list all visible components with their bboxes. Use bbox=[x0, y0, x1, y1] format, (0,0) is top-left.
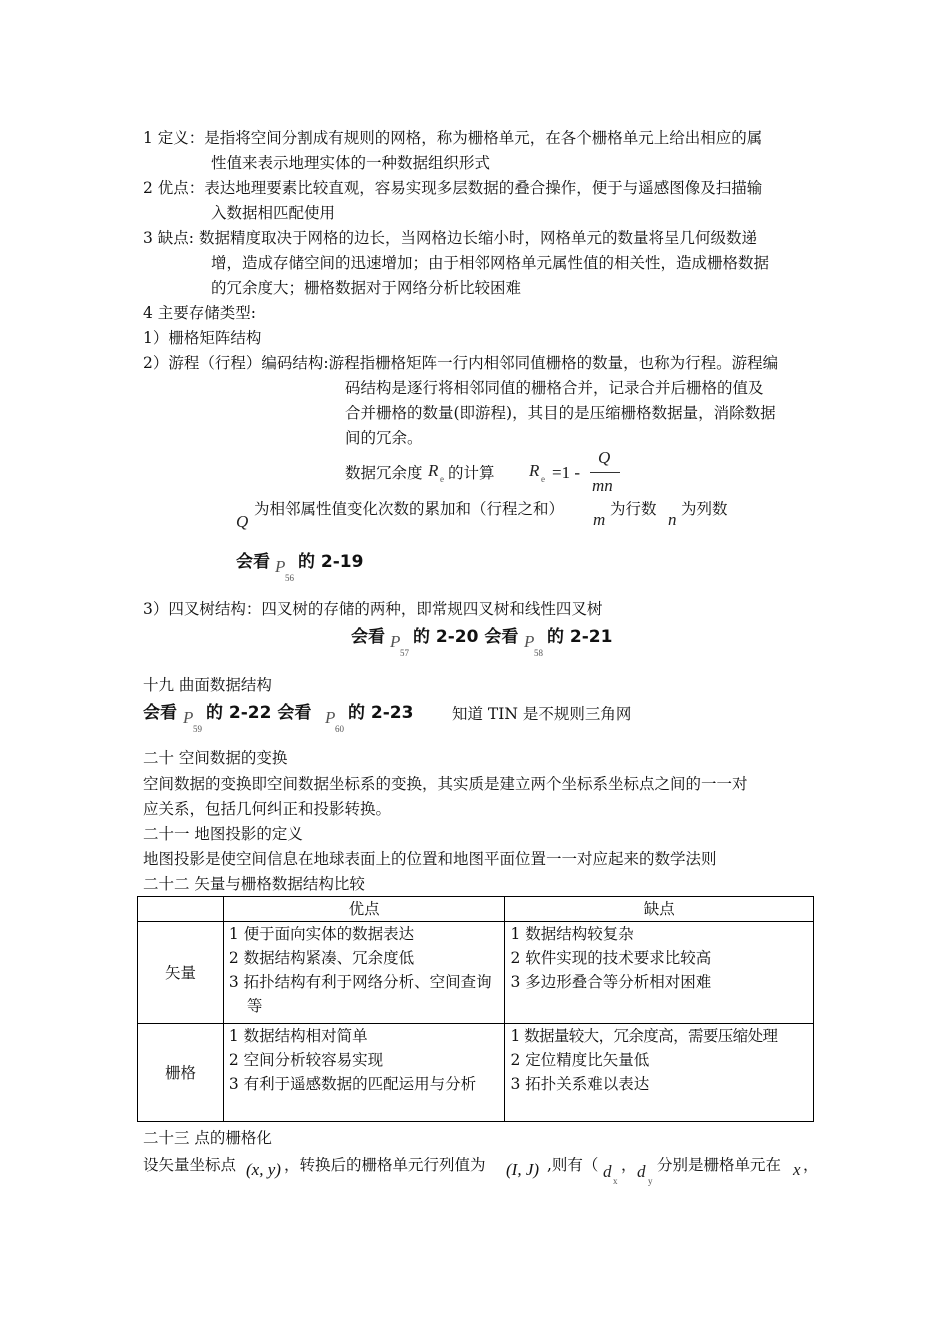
list-item: 1 数据结构较复杂 bbox=[510, 925, 634, 943]
table-corner-cell bbox=[138, 897, 224, 922]
text-segment: ， bbox=[621, 1156, 637, 1174]
formula-numerator: Q bbox=[598, 448, 611, 467]
list-item: 1 数据量较大，冗余度高，需要压缩处理 bbox=[510, 1027, 778, 1045]
text-segment: ，转换后的栅格单元行列值为 bbox=[284, 1156, 486, 1174]
section-20-text-cont: 应关系，包括几何纠正和投影转换。 bbox=[143, 800, 392, 818]
list-item: 2 数据结构紧凑、冗余度低 bbox=[228, 949, 415, 967]
table-row-raster bbox=[138, 1024, 814, 1122]
item-1-definition-cont: 性值来表示地理实体的一种数据组织形式 bbox=[211, 154, 491, 172]
list-item: 3 有利于遥感数据的匹配运用与分析 bbox=[228, 1075, 477, 1093]
page-p-var-2: P bbox=[524, 632, 535, 651]
subitem-1-matrix: 1）栅格矩阵结构 bbox=[143, 329, 262, 347]
vector-pros-cell bbox=[223, 922, 505, 1024]
page-number: 57 bbox=[400, 648, 409, 658]
section-22-heading: 二十二 矢量与栅格数据结构比较 bbox=[143, 875, 365, 893]
n-variable: n bbox=[668, 510, 677, 529]
item-3-disadvantages: 3 缺点: 数据精度取决于网格的边长，当网格边长缩小时，网格单元的数量将呈几何级数递 bbox=[143, 229, 757, 247]
section-23-heading: 二十三 点的栅格化 bbox=[143, 1129, 272, 1147]
list-item: 1 便于面向实体的数据表达 bbox=[228, 925, 415, 943]
item-4-storage-types: 4 主要存储类型: bbox=[143, 304, 257, 322]
section-20-text: 空间数据的变换即空间数据坐标系的变换，其实质是建立两个坐标系坐标点之间的一一对 bbox=[143, 775, 748, 793]
raster-cons-cell bbox=[505, 1024, 814, 1122]
table-header-row bbox=[138, 897, 814, 922]
section-21-heading: 二十一 地图投影的定义 bbox=[143, 825, 303, 843]
formula-r-var: R bbox=[428, 461, 439, 480]
math-dx: d bbox=[603, 1162, 612, 1181]
n-description: 为列数 bbox=[681, 500, 728, 518]
item-1-definition: 1 定义：是指将空间分割成有规则的网格，称为栅格单元，在各个栅格单元上给出相应的属 bbox=[143, 129, 763, 147]
formula-r-sub: e bbox=[440, 474, 444, 484]
subitem-2-cont2: 合并栅格的数量(即游程)，其目的是压缩栅格数据量，消除数据 bbox=[345, 404, 776, 422]
row-label-vector: 矢量 bbox=[138, 922, 224, 1024]
page-number: 56 bbox=[285, 573, 294, 583]
vector-raster-comparison-table bbox=[137, 896, 814, 1122]
math-dx-sub: x bbox=[613, 1176, 618, 1186]
list-item: 3 拓扑结构有利于网络分析、空间查询等 bbox=[228, 973, 492, 1015]
page-number-2: 60 bbox=[335, 724, 344, 734]
item-2-advantages-cont: 入数据相匹配使用 bbox=[211, 204, 336, 222]
page-p-var: P bbox=[275, 557, 286, 576]
figure-ref-2: 的 2-21 bbox=[547, 627, 613, 647]
q-description: 为相邻属性值变化次数的累加和（行程之和） bbox=[254, 500, 565, 518]
table-row-vector bbox=[138, 922, 814, 1024]
header-cons: 缺点 bbox=[505, 897, 814, 922]
m-variable: m bbox=[593, 510, 606, 529]
page-number-2: 58 bbox=[534, 648, 543, 658]
subitem-2-cont3: 间的冗余。 bbox=[345, 429, 423, 447]
text-segment: 分别是栅格单元在 bbox=[657, 1156, 782, 1174]
item-3-disadvantages-cont: 增，造成存储空间的迅速增加；由于相邻网格单元属性值的相关性，造成栅格数据 bbox=[211, 254, 770, 272]
list-item: 3 拓扑关系难以表达 bbox=[510, 1075, 650, 1093]
item-3-disadvantages-cont2: 的冗余度大；栅格数据对于网络分析比较困难 bbox=[211, 279, 522, 297]
page-p-var-2: P bbox=[325, 708, 336, 727]
text-segment: 设矢量坐标点 bbox=[143, 1156, 237, 1174]
list-item: 1 数据结构相对简单 bbox=[228, 1027, 368, 1045]
fraction-bar bbox=[590, 472, 620, 473]
see-label: 会看 bbox=[351, 627, 385, 647]
figure-ref-2: 的 2-23 bbox=[348, 703, 414, 723]
row-label-raster: 栅格 bbox=[138, 1024, 224, 1122]
text-segment: ， bbox=[803, 1156, 819, 1174]
page-p-var: P bbox=[390, 632, 401, 651]
list-item: 2 空间分析较容易实现 bbox=[228, 1051, 384, 1069]
tin-note: 知道 TIN 是不规则三角网 bbox=[452, 705, 632, 723]
q-variable: Q bbox=[236, 512, 249, 531]
list-item: 2 软件实现的技术要求比较高 bbox=[510, 949, 712, 967]
list-item: 2 定位精度比矢量低 bbox=[510, 1051, 650, 1069]
math-xy: (x, y) bbox=[246, 1160, 281, 1179]
section-21-text: 地图投影是使空间信息在地球表面上的位置和地图平面位置一一对应起来的数学法则 bbox=[143, 850, 717, 868]
figure-ref: 的 2-20 会看 bbox=[413, 627, 519, 647]
formula-denominator: mn bbox=[592, 476, 613, 495]
section-19-heading: 十九 曲面数据结构 bbox=[143, 676, 272, 694]
math-dy: d bbox=[637, 1162, 646, 1181]
page-number: 59 bbox=[193, 724, 202, 734]
formula-r-sub-2: e bbox=[541, 474, 545, 484]
vector-cons-cell bbox=[505, 922, 814, 1024]
raster-pros-cell bbox=[223, 1024, 505, 1122]
formula-equals: =1 - bbox=[552, 463, 580, 482]
subitem-2-cont: 码结构是逐行将相邻同值的栅格合并，记录合并后栅格的值及 bbox=[345, 379, 764, 397]
figure-ref: 的 2-22 会看 bbox=[206, 703, 312, 723]
formula-label: 数据冗余度 bbox=[345, 464, 423, 482]
math-ij: (I, J) bbox=[506, 1160, 540, 1179]
subitem-3-quadtree: 3）四叉树结构：四叉树的存储的两种，即常规四叉树和线性四叉树 bbox=[143, 600, 603, 618]
header-pros: 优点 bbox=[223, 897, 505, 922]
math-x: x bbox=[793, 1160, 801, 1179]
subitem-2-run-length: 2）游程（行程）编码结构:游程指栅格矩阵一行内相邻同值栅格的数量，也称为行程。游程编 bbox=[143, 354, 779, 372]
see-label: 会看 bbox=[236, 552, 270, 572]
page-p-var: P bbox=[183, 708, 194, 727]
see-label: 会看 bbox=[143, 703, 177, 723]
item-2-advantages: 2 优点：表达地理要素比较直观，容易实现多层数据的叠合操作，便于与遥感图像及扫描输 bbox=[143, 179, 763, 197]
text-segment: ,则有（ bbox=[547, 1156, 599, 1174]
formula-r-var-2: R bbox=[529, 461, 540, 480]
figure-ref: 的 2-19 bbox=[298, 552, 364, 572]
list-item: 3 多边形叠合等分析相对困难 bbox=[510, 973, 712, 991]
math-dy-sub: y bbox=[648, 1176, 653, 1186]
m-description: 为行数 bbox=[610, 500, 657, 518]
formula-label-2: 的计算 bbox=[448, 464, 495, 482]
section-20-heading: 二十 空间数据的变换 bbox=[143, 749, 288, 767]
